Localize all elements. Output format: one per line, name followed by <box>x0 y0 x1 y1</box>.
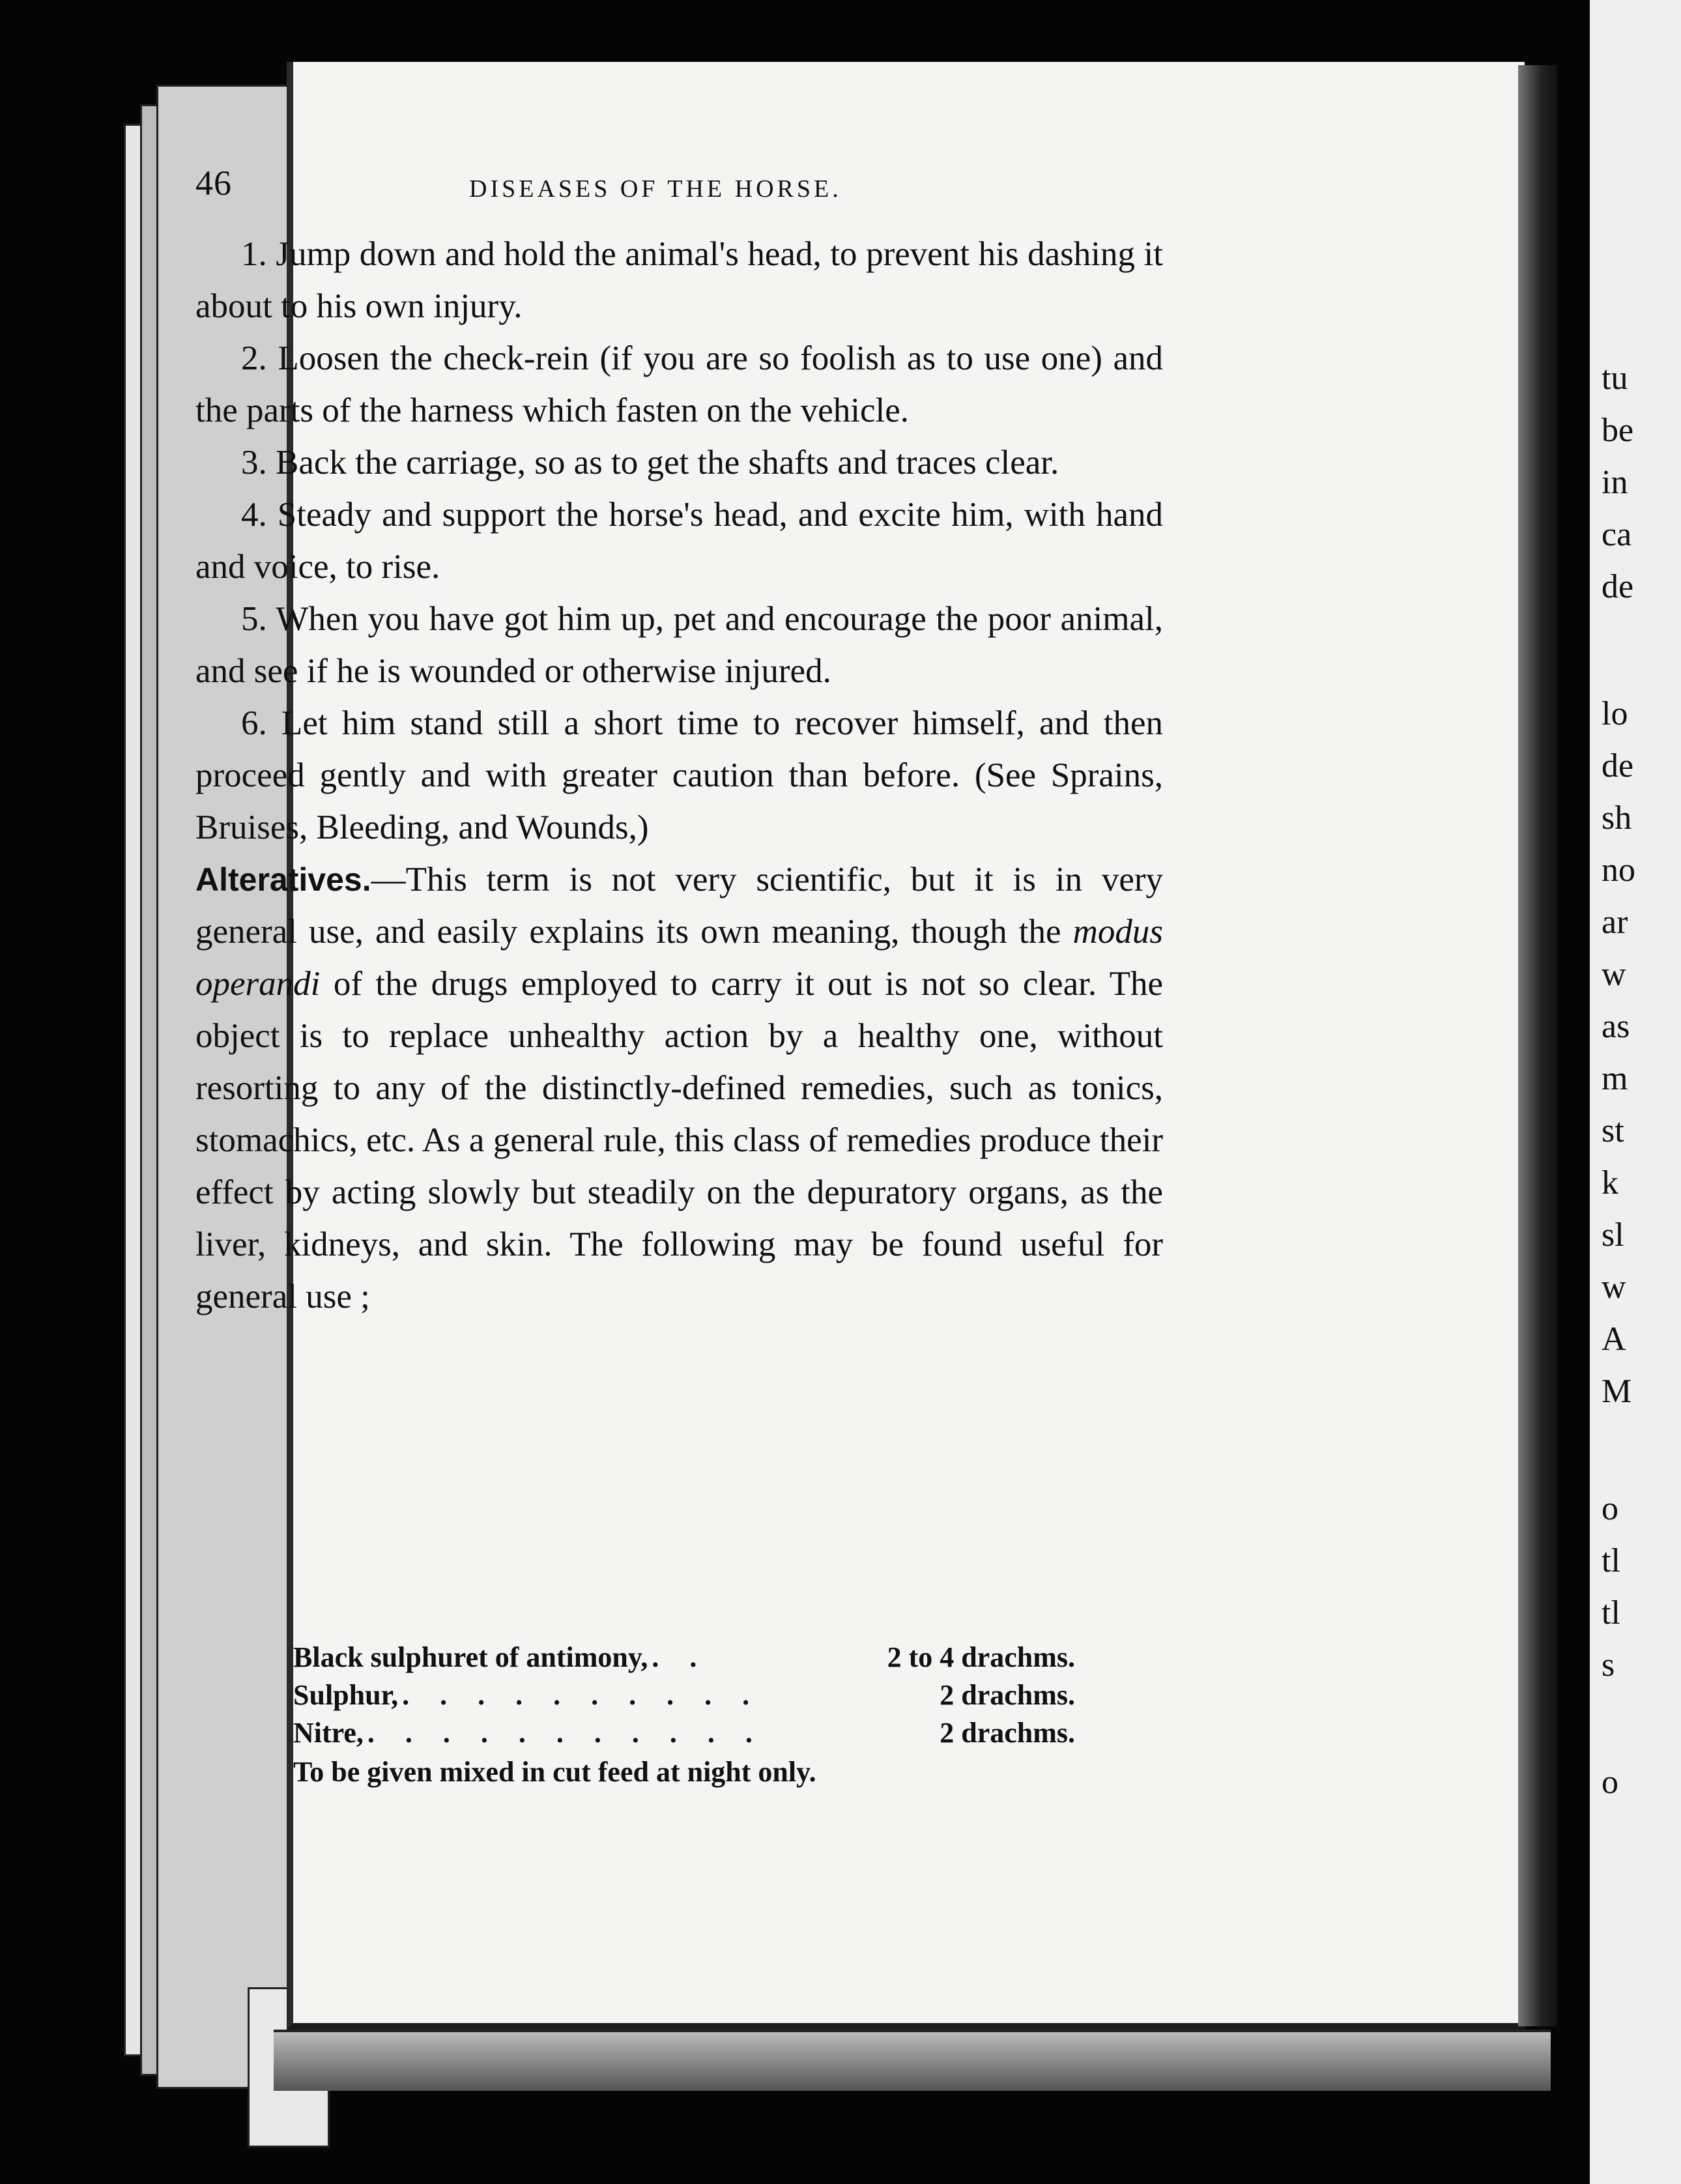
dose: 2 to 4 drachms. <box>887 1641 1075 1673</box>
facing-page-fragment: tl <box>1602 1542 1620 1579</box>
facing-page-fragment: ca <box>1602 516 1632 553</box>
facing-page-fragment: as <box>1602 1008 1630 1045</box>
page-bottom-edge <box>274 2030 1551 2091</box>
leader-dots: . . . . . . . . . . <box>402 1679 762 1711</box>
paragraph: 3. Back the carriage, so as to get the shafts and traces clear. <box>241 444 1059 481</box>
facing-page-fragment: o <box>1602 1490 1618 1527</box>
dose: 2 drachms. <box>940 1717 1075 1749</box>
recipe-note: To be given mixed in cut feed at night only. <box>293 1756 816 1788</box>
ingredient: Sulphur, <box>293 1679 399 1711</box>
leader-dots: . . <box>652 1641 709 1673</box>
facing-page-fragment: de <box>1602 747 1634 784</box>
facing-page-fragment: k <box>1602 1164 1618 1201</box>
facing-page-fragment: s <box>1602 1646 1615 1684</box>
facing-page-fragment: st <box>1602 1112 1624 1149</box>
italic-phrase: modus operandi <box>195 913 1163 1003</box>
facing-page-fragment: tl <box>1602 1594 1620 1631</box>
facing-page-fragment: in <box>1602 464 1628 501</box>
paragraph: 2. Loosen the check-rein (if you are so foolish as to use one) and the parts of the harness which fasten on the vehicle. <box>195 339 1163 429</box>
facing-page-fragment: m <box>1602 1060 1628 1097</box>
recipe-row <box>293 1714 1075 1752</box>
page-number: 46 <box>195 164 232 203</box>
facing-page-fragment: de <box>1602 568 1634 605</box>
recipe <box>293 1639 1075 1791</box>
ingredient: Nitre, <box>293 1717 364 1749</box>
paragraph: 5. When you have got him up, pet and encourage the poor animal, and see if he is wounded or otherwise injured. <box>195 600 1163 690</box>
facing-page-fragment: w <box>1602 1269 1626 1306</box>
ingredient: Black sulphuret of antimony, <box>293 1641 648 1673</box>
facing-page-fragment: w <box>1602 956 1626 993</box>
facing-page-fragment: sh <box>1602 799 1632 837</box>
paragraph: 6. Let him stand still a short time to recover himself, and then proceed gently and with greater caution than before. (See Sprains, Bruises, Bleeding, and Wounds,) <box>195 704 1163 846</box>
alteratives-text: —This term is not very scientific, but it is in very general use, and easily explains its own meaning, though the <box>195 861 1163 951</box>
alteratives-text: of the drugs employed to carry it out is not so clear. The object is to replace unhealthy action by a healthy one, without resorting to any of the distinctly-defined remedies, such as tonics, stomachics, etc. As a general rule, this class of remedies produce their effect by acting slowly but steadily on the depuratory organs, as the liver, kidneys, and skin. The following may be found useful for general use ; <box>195 965 1163 1315</box>
facing-page-fragment: tu <box>1602 360 1628 397</box>
facing-page-fragment: o <box>1602 1764 1618 1801</box>
facing-page <box>1590 0 1681 2184</box>
facing-page-fragment: lo <box>1602 695 1628 732</box>
facing-page-fragment: sl <box>1602 1216 1624 1254</box>
facing-page-fragment: ar <box>1602 904 1628 941</box>
facing-page-fragment: be <box>1602 412 1634 449</box>
book-gutter <box>1518 65 1557 2026</box>
paragraph: 4. Steady and support the horse's head, and excite him, with hand and voice, to rise. <box>195 496 1163 586</box>
alteratives-paragraph <box>195 854 1163 1323</box>
facing-page-fragment: A <box>1602 1321 1626 1358</box>
recipe-row <box>293 1639 1075 1676</box>
leader-dots: . . . . . . . . . . . <box>367 1717 764 1749</box>
facing-page-fragment: M <box>1602 1373 1632 1410</box>
running-head: DISEASES OF THE HORSE. <box>469 175 842 203</box>
recipe-row <box>293 1676 1075 1714</box>
alteratives-term: Alteratives. <box>195 861 371 898</box>
facing-page-fragment: no <box>1602 852 1635 889</box>
paragraph: 1. Jump down and hold the animal's head, to prevent his dashing it about to his own injury. <box>195 235 1163 325</box>
dose: 2 drachms. <box>940 1679 1075 1711</box>
body-text <box>195 228 1163 1323</box>
